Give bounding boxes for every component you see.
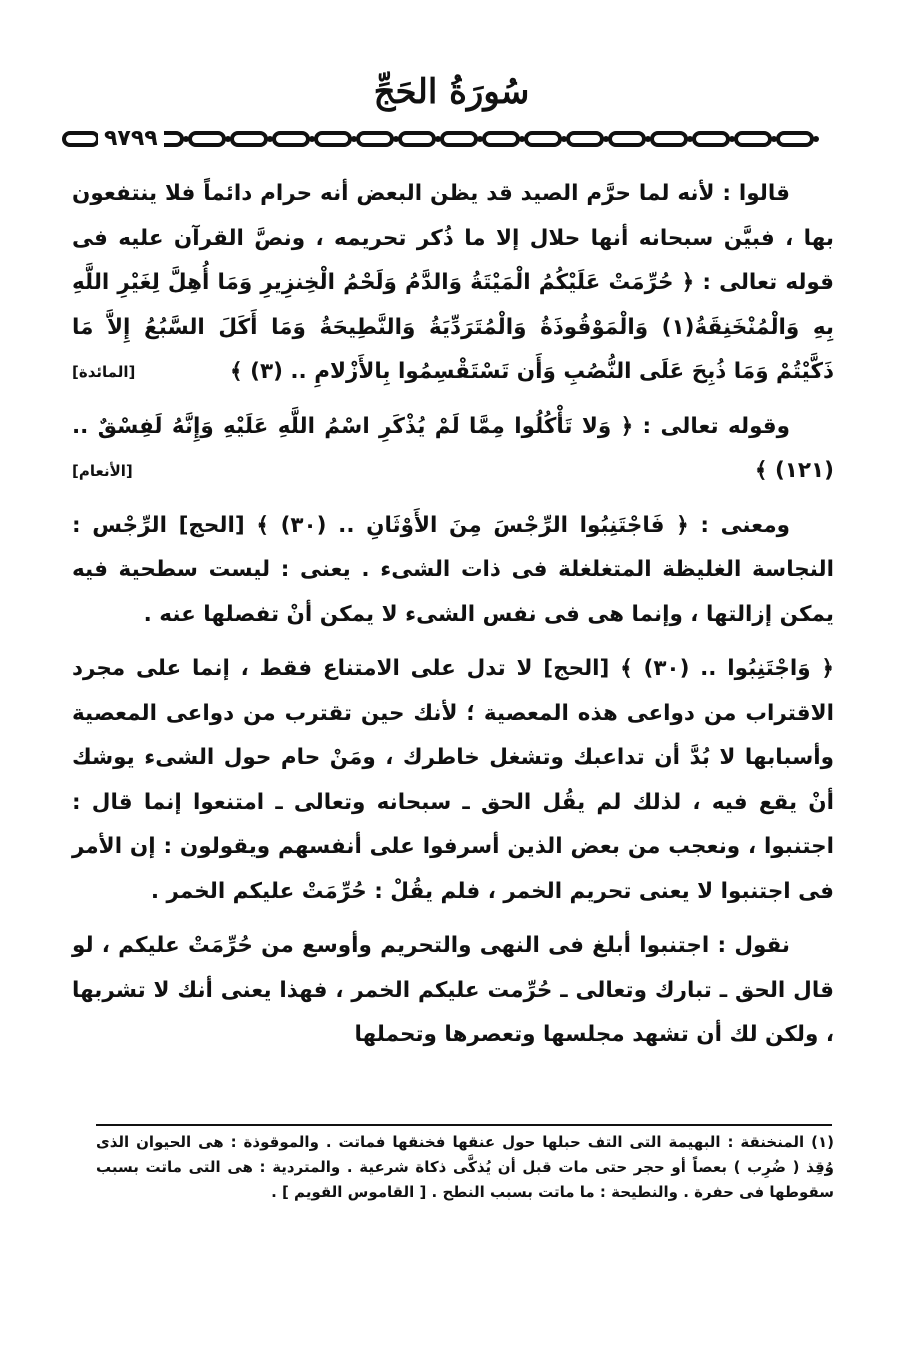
chain-dot — [519, 136, 525, 142]
chain-dot — [225, 136, 231, 142]
chain-link — [358, 133, 392, 145]
chain-dot — [729, 136, 735, 142]
paragraph-1-reference: [المائدة] — [72, 363, 136, 381]
paragraph-2-text: وقوله تعالى : ﴿ وَلا تَأْكُلُوا مِمَّا لَمْ يُذْكَرِ اسْمُ اللَّهِ عَلَيْهِ وَإِنَّهُ لَفِسْقٌ .. (١٢١) ﴾ — [72, 413, 834, 483]
surah-title: سُورَةُ الحَجِّ — [373, 72, 530, 112]
page-number: ٩٧٩٩ — [98, 124, 164, 154]
chain-dot — [351, 136, 357, 142]
chain-link — [400, 133, 434, 145]
chain-link — [484, 133, 518, 145]
footnote: (١) المنخنقة : البهيمة التى التف حبلها حول عنقها فخنقها فماتت . والموقوذة : هى الحيوان الذى وُقِذ ( ضُرِب ) بعصاً أو حجر حتى مات قبل أن يُذكَّى ذكاة شرعية . والمتردية : هى التى ماتت بسبب سقوطها فى حفرة . والنطيحة : ما ماتت بسبب النطح . [ القاموس القويم ] . — [96, 1133, 834, 1201]
chain-dot — [183, 136, 189, 142]
chain-dot — [435, 136, 441, 142]
chain-link — [610, 133, 644, 145]
chain-dot — [687, 136, 693, 142]
paragraph-3-text: ومعنى : ﴿ فَاجْتَنِبُوا الرِّجْسَ مِنَ الأَوْثَانِ .. (٣٠) ﴾ [الحج] الرِّجْس : النجاسة الغليظة المتغلغلة فى ذات الشىء . يعنى : ليست سطحية فيه يمكن إزالتها ، وإنما هى فى نفس الشىء لا يمكن أنْ تفصلها عنه . — [72, 512, 834, 627]
paragraph-2-reference: [الأنعام] — [72, 462, 133, 480]
chain-link — [694, 133, 728, 145]
chain-link — [736, 133, 770, 145]
ornamental-chain-divider — [60, 128, 840, 150]
chain-dot — [645, 136, 651, 142]
chain-dot — [393, 136, 399, 142]
footnote-separator — [96, 1124, 832, 1126]
chain-link — [274, 133, 308, 145]
chain-dot — [309, 136, 315, 142]
chain-link — [568, 133, 602, 145]
paragraph-1 — [72, 172, 834, 395]
body-text — [72, 172, 834, 1068]
chain-dot — [267, 136, 273, 142]
chain-dot — [477, 136, 483, 142]
paragraph-5 — [72, 924, 834, 1058]
paragraph-4 — [72, 647, 834, 914]
chain-link — [190, 133, 224, 145]
chain-link — [442, 133, 476, 145]
chain-link — [778, 133, 812, 145]
paragraph-3 — [72, 504, 834, 638]
chain-dot — [561, 136, 567, 142]
paragraph-5-text: نقول : اجتنبوا أبلغ فى النهى والتحريم وأوسع من حُرِّمَتْ عليكم ، لو قال الحق ـ تبارك وتعالى ـ حُرِّمت عليكم الخمر ، فهذا يعنى أنك لا تشربها ، ولكن لك أن تشهد مجلسها وتعصرها وتحملها — [72, 933, 834, 1047]
paragraph-2 — [72, 405, 834, 494]
chain-link — [526, 133, 560, 145]
chain-link — [652, 133, 686, 145]
chain-link — [316, 133, 350, 145]
chain-dot — [813, 136, 819, 142]
chain-dot — [603, 136, 609, 142]
chain-link — [64, 133, 98, 145]
chain-dot — [771, 136, 777, 142]
paragraph-4-text: ﴿ وَاجْتَنِبُوا .. (٣٠) ﴾ [الحج] لا تدل على الامتناع فقط ، إنما على مجرد الاقتراب من دواعى هذه المعصية ؛ لأنك حين تقترب من دواعى المعصية وأسبابها لا بُدَّ أن تداعبك وتشغل خاطرك ، ومَنْ حام حول الشىء يوشك أنْ يقع فيه ، لذلك لم يقُل الحق ـ سبحانه وتعالى ـ امتنعوا إنما قال : اجتنبوا ، ونعجب من بعض الذين أسرفوا على أنفسهم ويقولون : إن الأمر فى اجتنبوا لا يعنى تحريم الخمر ، فلم يقُلْ : حُرِّمَتْ عليكم الخمر . — [72, 656, 834, 904]
paragraph-1-text: قالوا : لأنه لما حرَّم الصيد قد يظن البعض أنه حرام دائماً فلا ينتفعون بها ، فبيَّن سبحانه أنها حلال إلا ما ذُكر تحريمه ، ونصَّ القرآن عليه فى قوله تعالى : ﴿ حُرِّمَتْ عَلَيْكُمُ الْمَيْتَةُ وَالدَّمُ وَلَحْمُ الْخِنزِيرِ وَمَا أُهِلَّ لِغَيْرِ اللَّهِ بِهِ وَالْمُنْخَنِقَةُ(١) وَالْمَوْقُوذَةُ وَالْمُتَرَدِّيَةُ وَالنَّطِيحَةُ وَمَا أَكَلَ السَّبُعُ إِلاَّ مَا ذَكَّيْتُمْ وَمَا ذُبِحَ عَلَى النُّصُبِ وَأَن تَسْتَقْسِمُوا بِالأَزْلامِ .. (٣) ﴾ — [72, 181, 834, 384]
chain-link — [232, 133, 266, 145]
